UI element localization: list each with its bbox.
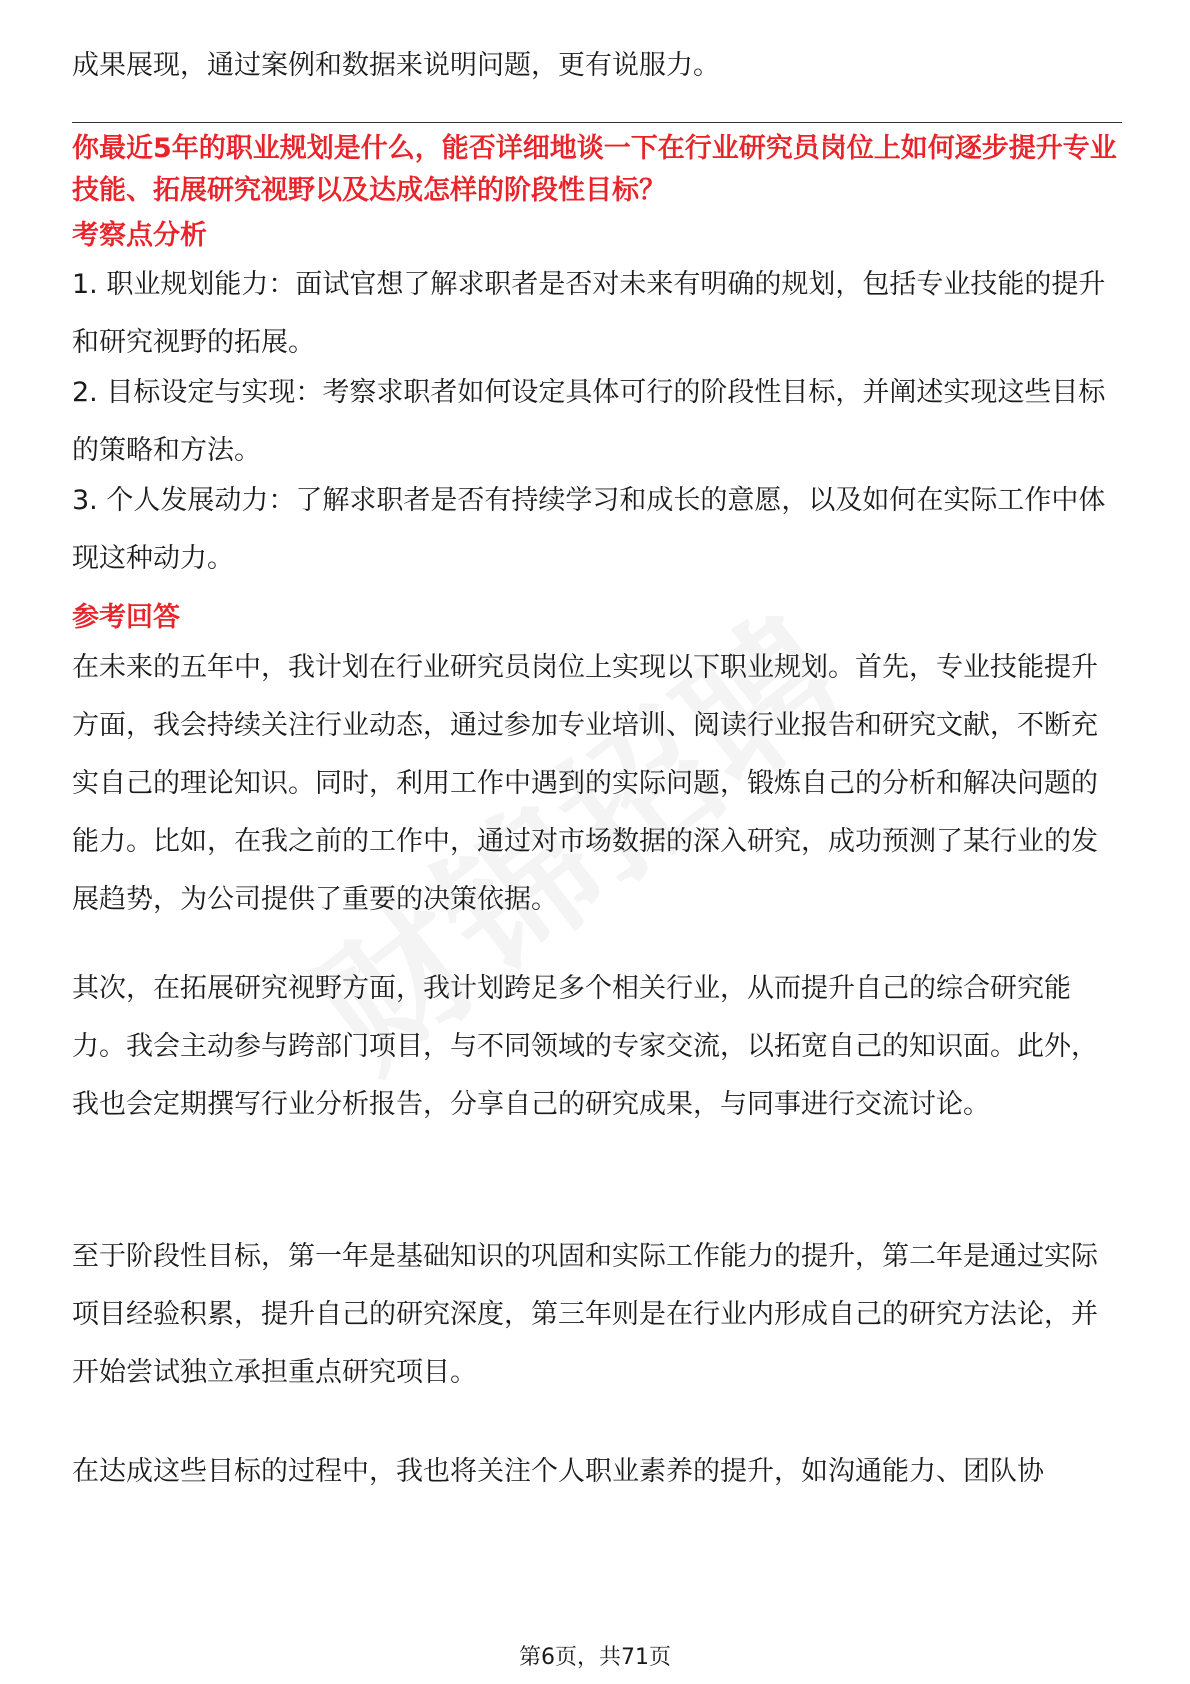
page-number-footer: 第6页，共71页 xyxy=(519,1645,671,1670)
analysis-heading: 考察点分析 xyxy=(72,220,207,251)
section-divider xyxy=(72,122,1122,123)
analysis-item-3: 3. 个人发展动力：了解求职者是否有持续学习和成长的意愿，以及如何在实际工作中体现这种动力。 xyxy=(72,485,1106,574)
question-heading: 你最近5年的职业规划是什么，能否详细地谈一下在行业研究员岗位上如何逐步提升专业技能、拓展研究视野以及达成怎样的阶段性目标？ xyxy=(72,133,1117,206)
answer-heading: 参考回答 xyxy=(72,602,180,633)
analysis-item-1: 1. 职业规划能力：面试官想了解求职者是否对未来有明确的规划，包括专业技能的提升和研究视野的拓展。 xyxy=(72,269,1106,358)
answer-paragraph-1: 在未来的五年中，我计划在行业研究员岗位上实现以下职业规划。首先，专业技能提升方面，我会持续关注行业动态，通过参加专业培训、阅读行业报告和研究文献，不断充实自己的理论知识。同时，利用工作中遇到的实际问题，锻炼自己的分析和解决问题的能力。比如，在我之前的工作中，通过对市场数据的深入研究，成功预测了某行业的发展趋势，为公司提供了重要的决策依据。 xyxy=(72,652,1098,915)
answer-paragraph-4: 在达成这些目标的过程中，我也将关注个人职业素养的提升，如沟通能力、团队协 xyxy=(72,1456,1044,1487)
answer-paragraph-3: 至于阶段性目标，第一年是基础知识的巩固和实际工作能力的提升，第二年是通过实际项目经验积累，提升自己的研究深度，第三年则是在行业内形成自己的研究方法论，并开始尝试独立承担重点研究项目。 xyxy=(72,1241,1098,1388)
analysis-item-2: 2. 目标设定与实现：考察求职者如何设定具体可行的阶段性目标，并阐述实现这些目标的策略和方法。 xyxy=(72,377,1106,466)
answer-paragraph-2: 其次，在拓展研究视野方面，我计划跨足多个相关行业，从而提升自己的综合研究能力。我会主动参与跨部门项目，与不同领域的专家交流，以拓宽自己的知识面。此外，我也会定期撰写行业分析报告，分享自己的研究成果，与同事进行交流讨论。 xyxy=(72,973,1098,1120)
intro-tail-text: 成果展现，通过案例和数据来说明问题，更有说服力。 xyxy=(72,50,720,81)
